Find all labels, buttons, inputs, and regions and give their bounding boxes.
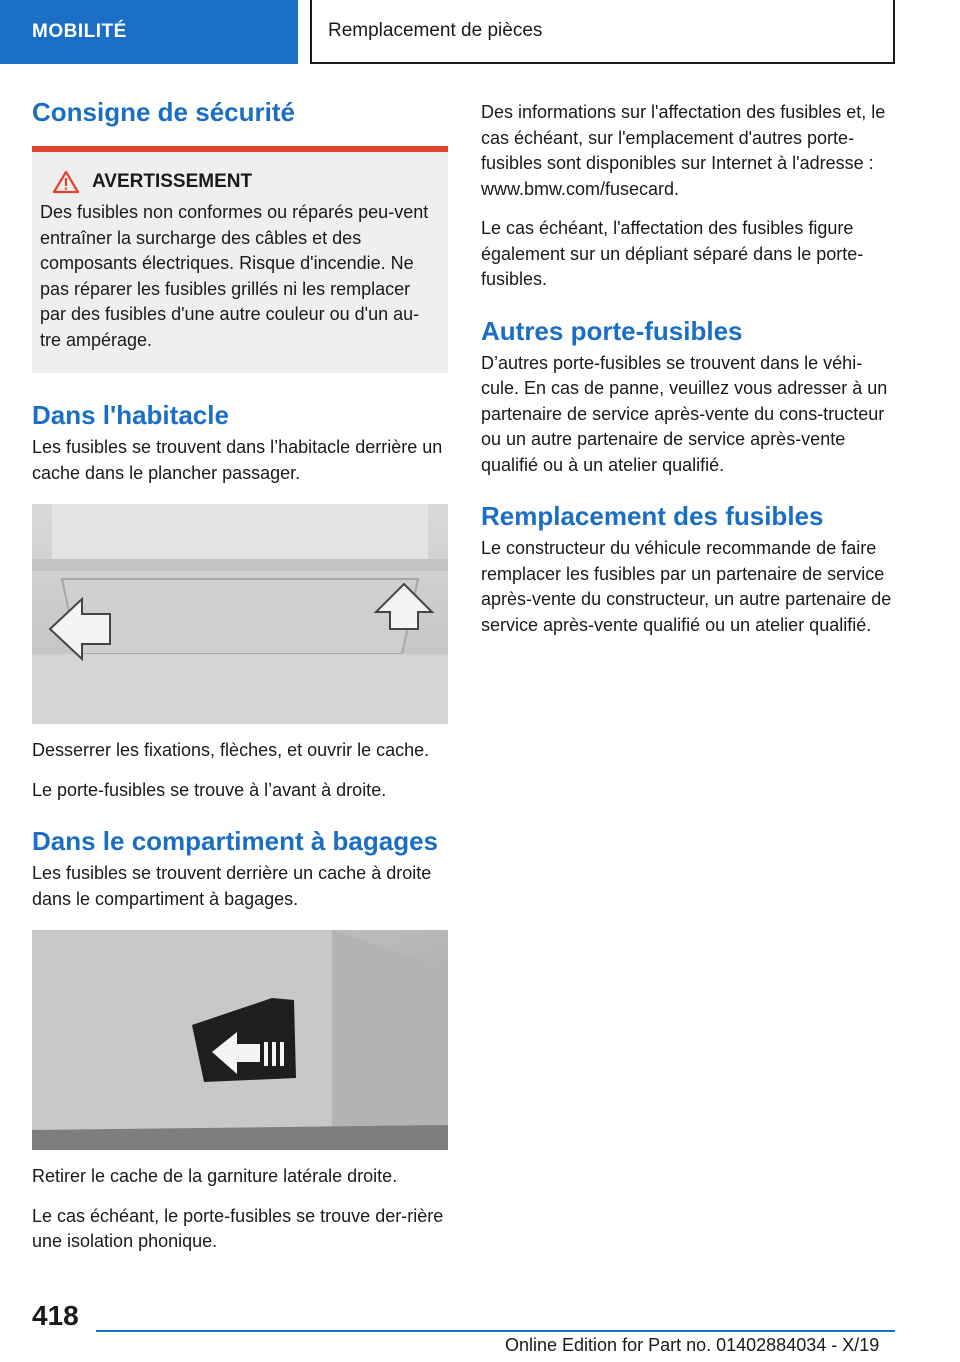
- warning-triangle-icon: [52, 170, 80, 194]
- trunk-caption-2: Le cas échéant, le porte-fusibles se trouve der-rière une isolation phonique.: [32, 1205, 444, 1251]
- other-heading: Autres porte-fusibles: [481, 315, 743, 346]
- chapter-title: Remplacement de pièces: [310, 0, 895, 64]
- left-column: [32, 96, 448, 1269]
- warning-box: [32, 146, 448, 373]
- trunk-heading: Dans le compartiment à bagages: [32, 826, 439, 856]
- fusecard-info: Des informations sur l'affectation des fusibles et, le cas échéant, sur l'emplacement d'autres porte-fusibles sont disponibles sur Internet à l'adresse : www.bmw.com/fusecard.: [481, 102, 886, 199]
- replace-text: Le constructeur du véhicule recommande de faire remplacer les fusibles par un partenaire de service après-vente du constructeur, un autre partenaire de service après-vente qualifié ou un atelier qualifié.: [481, 538, 892, 635]
- page-number: 418: [32, 1300, 79, 1331]
- warning-label: AVERTISSEMENT: [92, 171, 253, 192]
- replace-heading: Remplacement des fusibles: [481, 501, 824, 531]
- other-text: D’autres porte-fusibles se trouvent dans le véhi-cule. En cas de panne, veuillez vous adresser à un partenaire de service après-vente du cons-tructeur ou un autre partenaire de service après-vente qualifié ou à un atelier qualifié.: [481, 352, 888, 475]
- right-column: [481, 100, 895, 652]
- leaflet-info: Le cas échéant, l'affectation des fusibles figure également sur un dépliant séparé dans le porte-fusibles.: [481, 218, 864, 289]
- trunk-photo: [32, 930, 448, 1150]
- cabin-caption-2: Le porte-fusibles se trouve à l’avant à droite.: [32, 779, 387, 800]
- trunk-caption-1: Retirer le cache de la garniture latérale droite.: [32, 1166, 398, 1186]
- warning-text: Des fusibles non conformes ou réparés peu-vent entraîner la surcharge des câbles et des composants électriques. Risque d'incendie. Ne pas réparer les fusibles grillés ni les remplacer par des fusibles d'une autre couleur ou d'un au-tre ampérage.: [40, 202, 429, 350]
- cabin-text: Les fusibles se trouvent dans l’habitacle derrière un cache dans le plancher passager.: [32, 437, 443, 483]
- warning-title: [52, 170, 440, 194]
- trunk-text: Les fusibles se trouvent derrière un cache à droite dans le compartiment à bagages.: [32, 863, 432, 909]
- section-tab: MOBILITÉ: [0, 0, 298, 64]
- cabin-heading: Dans l'habitacle: [32, 400, 229, 430]
- cabin-photo: [32, 504, 448, 724]
- cabin-caption-1: Desserrer les fixations, flèches, et ouvrir le cache.: [32, 740, 430, 760]
- footer-divider: [96, 1330, 895, 1332]
- safety-heading: Consigne de sécurité: [32, 97, 295, 127]
- edition-text: Online Edition for Part no. 01402884034 - X/19: [505, 1335, 880, 1355]
